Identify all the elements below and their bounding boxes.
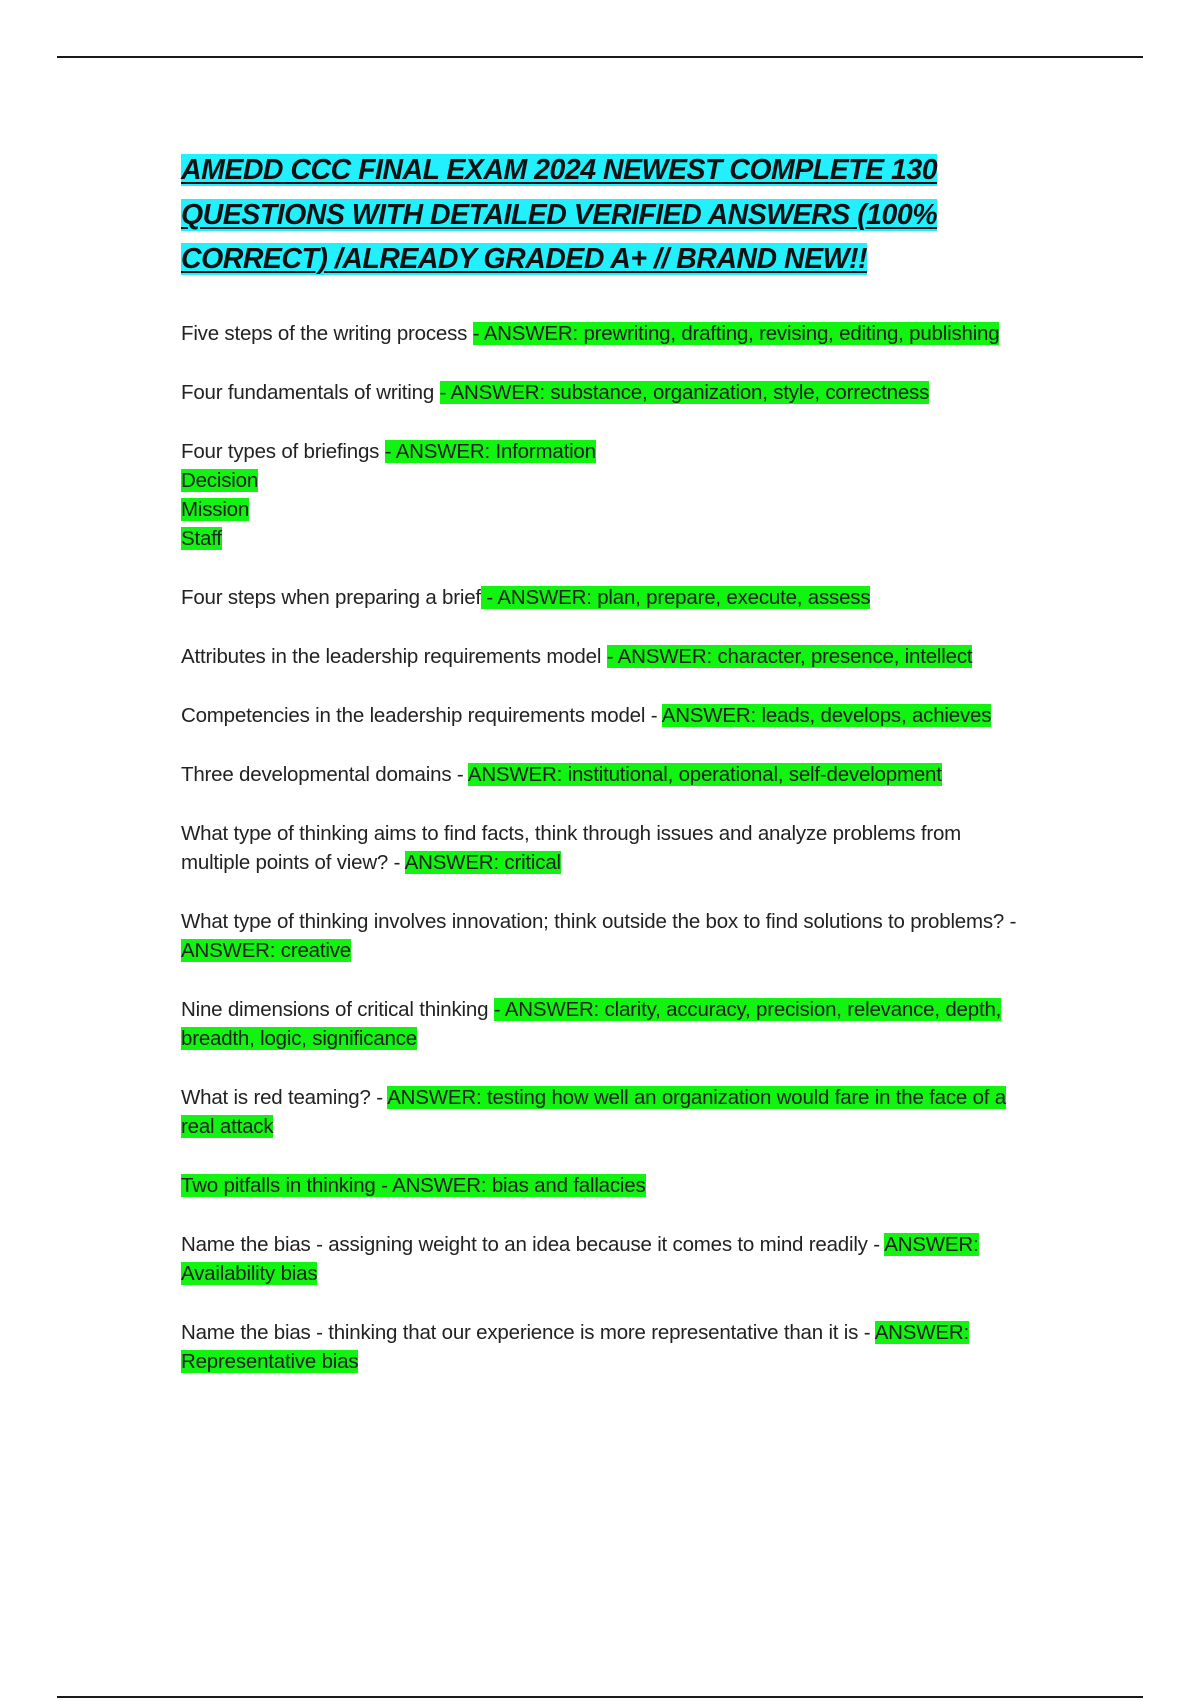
qa-item (181, 819, 1021, 877)
qa-item (181, 701, 1021, 730)
top-rule (57, 56, 1143, 58)
document-title: AMEDD CCC FINAL EXAM 2024 NEWEST COMPLETE 130 QUESTIONS WITH DETAILED VERIFIED ANSWERS (100% CORRECT) /ALREADY GRADED A+ // BRAND NEW!! (181, 154, 938, 275)
qa-item (181, 378, 1021, 407)
bottom-rule (57, 1696, 1143, 1698)
qa-item (181, 995, 1021, 1053)
question-text: Four types of briefings (181, 439, 385, 463)
answer-text: ANSWER: Representative bias (181, 1320, 969, 1373)
answer-text: - ANSWER: prewriting, drafting, revising, editing, publishing (472, 321, 1000, 345)
qa-item (181, 1318, 1021, 1376)
answer-line: Staff (181, 526, 222, 550)
answer-text: - ANSWER: clarity, accuracy, precision, relevance, depth, breadth, logic, significance (181, 997, 1002, 1050)
document-body (181, 148, 1021, 1406)
qa-item (181, 437, 1021, 553)
answer-line: Mission (181, 497, 250, 521)
question-text: Attributes in the leadership requirements model (181, 644, 607, 668)
qa-item (181, 760, 1021, 789)
answer-line: Decision (181, 468, 259, 492)
question-text: Name the bias - assigning weight to an idea because it comes to mind readily - (181, 1232, 885, 1256)
qa-item (181, 1230, 1021, 1288)
qa-item (181, 642, 1021, 671)
answer-text: ANSWER: creative (181, 938, 351, 962)
answer-text: - ANSWER: plan, prepare, execute, assess (480, 585, 871, 609)
qa-item (181, 583, 1021, 612)
question-text: Four fundamentals of writing (181, 380, 440, 404)
question-text: Three developmental domains - (181, 762, 468, 786)
answer-text: ANSWER: institutional, operational, self-development (467, 762, 942, 786)
answer-text: - ANSWER: substance, organization, style, correctness (439, 380, 930, 404)
answer-text: Two pitfalls in thinking - ANSWER: bias and fallacies (181, 1173, 646, 1197)
answer-text: ANSWER: leads, develops, achieves (661, 703, 992, 727)
answer-text: - ANSWER: character, presence, intellect (606, 644, 973, 668)
answer-text: - ANSWER: Information (384, 439, 596, 463)
answer-text: ANSWER: critical (404, 850, 561, 874)
qa-item (181, 1083, 1021, 1141)
answer-text: ANSWER: testing how well an organization would fare in the face of a real attack (181, 1085, 1007, 1138)
question-text: What is red teaming? - (181, 1085, 388, 1109)
answer-text: ANSWER: Availability bias (181, 1232, 979, 1285)
question-text: Nine dimensions of critical thinking (181, 997, 494, 1021)
question-text: Four steps when preparing a brief (181, 585, 481, 609)
question-text: Competencies in the leadership requirements model - (181, 703, 662, 727)
question-text: Name the bias - thinking that our experience is more representative than it is - (181, 1320, 875, 1344)
question-text: Five steps of the writing process (181, 321, 473, 345)
qa-item (181, 907, 1021, 965)
question-text: What type of thinking involves innovation; think outside the box to find solutions to problems? - (181, 909, 1017, 933)
question-text: What type of thinking aims to find facts, think through issues and analyze problems from multiple points of view? - (181, 821, 962, 874)
qa-item (181, 319, 1021, 348)
qa-item (181, 1171, 1021, 1200)
